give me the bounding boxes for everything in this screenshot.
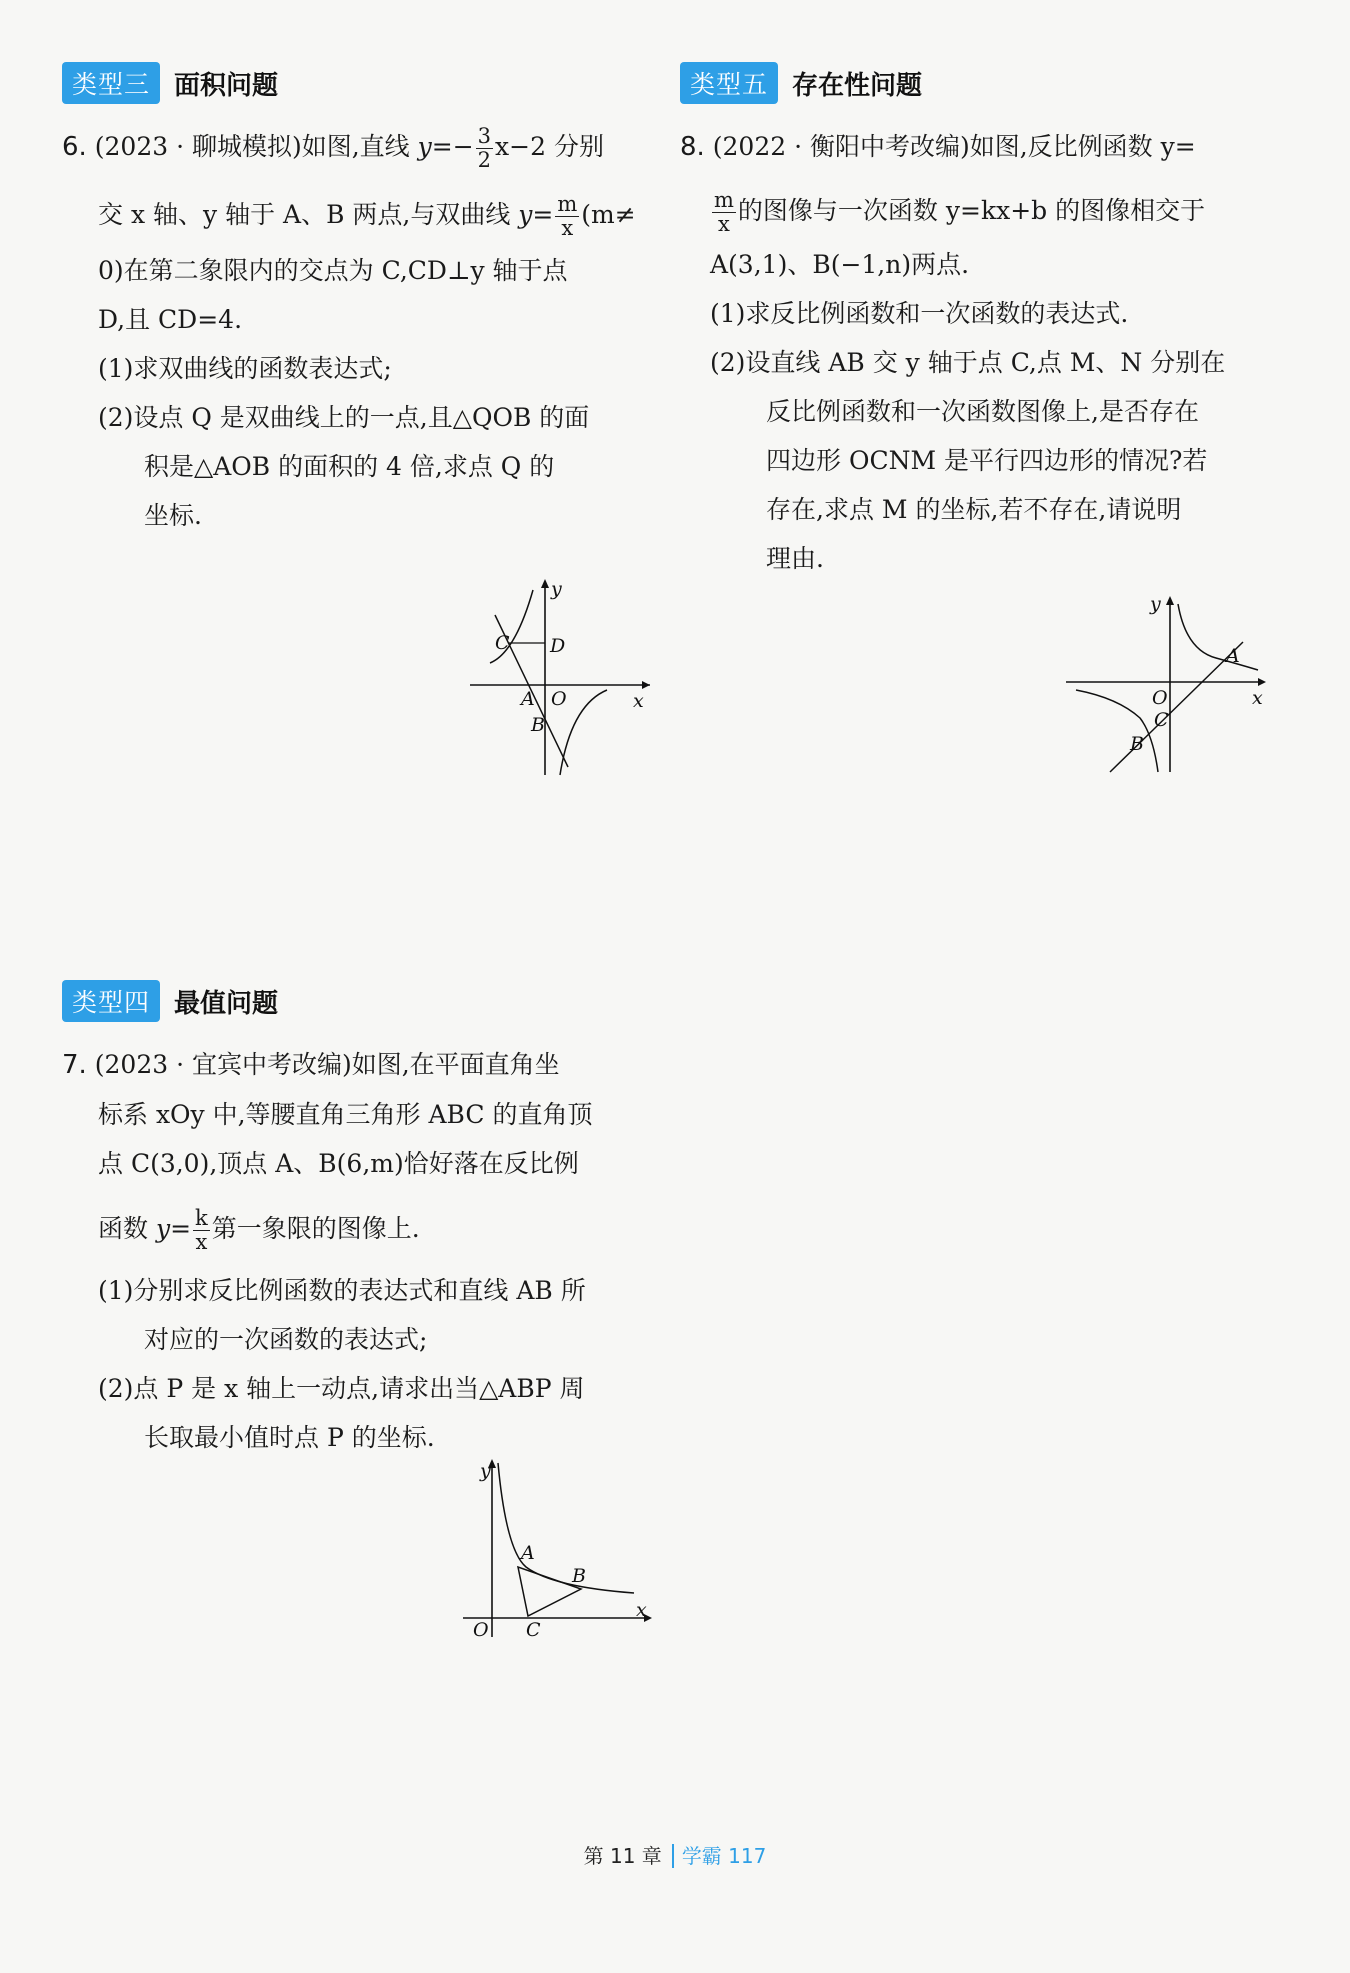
- label-x: x: [1252, 687, 1263, 709]
- section-tag: 类型四: [62, 980, 160, 1022]
- section-title: 面积问题: [174, 70, 279, 101]
- section-head-type4: [62, 980, 652, 1022]
- label-b: B: [572, 1565, 586, 1587]
- figure-8: [1058, 590, 1273, 780]
- x-axis-arrow: [1258, 678, 1266, 686]
- x-axis-arrow: [642, 681, 650, 689]
- question-2-cont: 四边形 OCNM 是平行四边形的情况?若: [766, 446, 1208, 475]
- section-head-type5: [680, 62, 1280, 104]
- question-1: (1)求反比例函数和一次函数的表达式.: [710, 299, 1129, 328]
- equation: y=: [155, 1214, 192, 1243]
- question-2: (2)设点 Q 是双曲线上的一点,且△QOB 的面: [98, 403, 590, 432]
- question-1: (1)分别求反比例函数的表达式和直线 AB 所: [98, 1276, 586, 1305]
- problem-text: (2023 · 宜宾中考改编)如图,在平面直角坐: [94, 1050, 560, 1079]
- question-2-cont: 长取最小值时点 P 的坐标.: [144, 1423, 435, 1452]
- numerator: 3: [477, 124, 492, 148]
- equation: y=−: [417, 132, 474, 161]
- question-2-cont: 反比例函数和一次函数图像上,是否存在: [766, 397, 1199, 426]
- label-c: C: [526, 1619, 541, 1640]
- question-2-cont: 坐标.: [144, 501, 202, 530]
- section-tag: 类型五: [680, 62, 778, 104]
- section-title: 最值问题: [174, 988, 279, 1019]
- label-y: y: [480, 1460, 491, 1482]
- hyperbola-branch-q4: [560, 690, 607, 775]
- section-head-type3: [62, 62, 652, 104]
- y-axis-arrow: [1166, 596, 1174, 605]
- question-2-cont: 理由.: [766, 544, 824, 573]
- label-o: O: [473, 1619, 489, 1640]
- label-x: x: [633, 690, 644, 712]
- question-2: (2)设直线 AB 交 y 轴于点 C,点 M、N 分别在: [710, 348, 1226, 377]
- problem-text: A(3,1)、B(−1,n)两点.: [710, 250, 970, 279]
- problem-text: x−2 分别: [495, 132, 604, 161]
- problem-text: D,且 CD=4.: [98, 305, 243, 334]
- question-1-cont: 对应的一次函数的表达式;: [144, 1325, 428, 1354]
- label-a: A: [521, 688, 535, 710]
- denominator: x: [195, 1230, 208, 1254]
- label-a: A: [521, 1542, 535, 1564]
- problem-7: [62, 1040, 652, 1462]
- chapter-label: 第 11 章: [583, 1844, 662, 1868]
- y-axis-arrow: [541, 579, 549, 588]
- figure-7: [458, 1455, 658, 1640]
- label-y: y: [551, 578, 562, 600]
- brand-page-number: 学霸 117: [672, 1844, 767, 1868]
- page-footer: [0, 1840, 1350, 1869]
- fraction: [476, 125, 493, 172]
- equation: y=: [518, 200, 554, 229]
- fraction: [193, 1207, 210, 1254]
- label-c: C: [1154, 709, 1169, 731]
- hyperbola-branch-q3: [1076, 690, 1158, 772]
- numerator: k: [195, 1206, 208, 1230]
- question-2: (2)点 P 是 x 轴上一动点,请求出当△ABP 周: [98, 1374, 585, 1403]
- denominator: x: [561, 216, 574, 240]
- question-2-cont: 积是△AOB 的面积的 4 倍,求点 Q 的: [144, 452, 555, 481]
- label-y: y: [1150, 593, 1161, 615]
- section-extreme-value: [62, 980, 652, 1462]
- section-existence: [680, 62, 1280, 583]
- question-1: (1)求双曲线的函数表达式;: [98, 354, 392, 383]
- problem-text: 的图像与一次函数 y=kx+b 的图像相交于: [737, 196, 1206, 225]
- figure-6: [465, 575, 655, 780]
- problem-8: [680, 122, 1280, 583]
- label-o: O: [551, 688, 567, 710]
- problem-text: 标系 xOy 中,等腰直角三角形 ABC 的直角顶: [98, 1100, 593, 1129]
- label-b: B: [1130, 733, 1144, 755]
- label-d: D: [550, 635, 566, 657]
- section-tag: 类型三: [62, 62, 160, 104]
- fraction: [712, 189, 736, 236]
- question-2-cont: 存在,求点 M 的坐标,若不存在,请说明: [766, 495, 1182, 524]
- label-c: C: [495, 632, 510, 654]
- problem-text: 0)在第二象限内的交点为 C,CD⊥y 轴于点: [98, 256, 568, 285]
- problem-text: 点 C(3,0),顶点 A、B(6,m)恰好落在反比例: [98, 1149, 579, 1178]
- section-area-problems: [62, 62, 652, 540]
- numerator: m: [714, 188, 734, 212]
- problem-text: 函数: [98, 1214, 156, 1243]
- label-b: B: [531, 714, 545, 736]
- problem-number: 6.: [62, 132, 87, 162]
- problem-number: 7.: [62, 1050, 87, 1080]
- label-a: A: [1226, 645, 1240, 667]
- numerator: m: [557, 192, 578, 216]
- hyperbola: [498, 1463, 634, 1593]
- fraction: [555, 193, 579, 240]
- problem-text: 第一象限的图像上.: [211, 1214, 420, 1243]
- section-title: 存在性问题: [792, 70, 923, 101]
- label-o: O: [1152, 687, 1168, 709]
- problem-6: [62, 122, 652, 540]
- hyperbola-branch-q1: [1178, 604, 1258, 670]
- label-x: x: [636, 1599, 647, 1621]
- problem-text: (2022 · 衡阳中考改编)如图,反比例函数 y=: [712, 132, 1196, 161]
- denominator: x: [718, 212, 730, 236]
- problem-text: 交 x 轴、y 轴于 A、B 两点,与双曲线: [98, 200, 519, 229]
- problem-text: (2023 · 聊城模拟)如图,直线: [94, 132, 418, 161]
- problem-number: 8.: [680, 132, 705, 162]
- problem-text: (m≠: [581, 200, 636, 229]
- denominator: 2: [477, 148, 492, 172]
